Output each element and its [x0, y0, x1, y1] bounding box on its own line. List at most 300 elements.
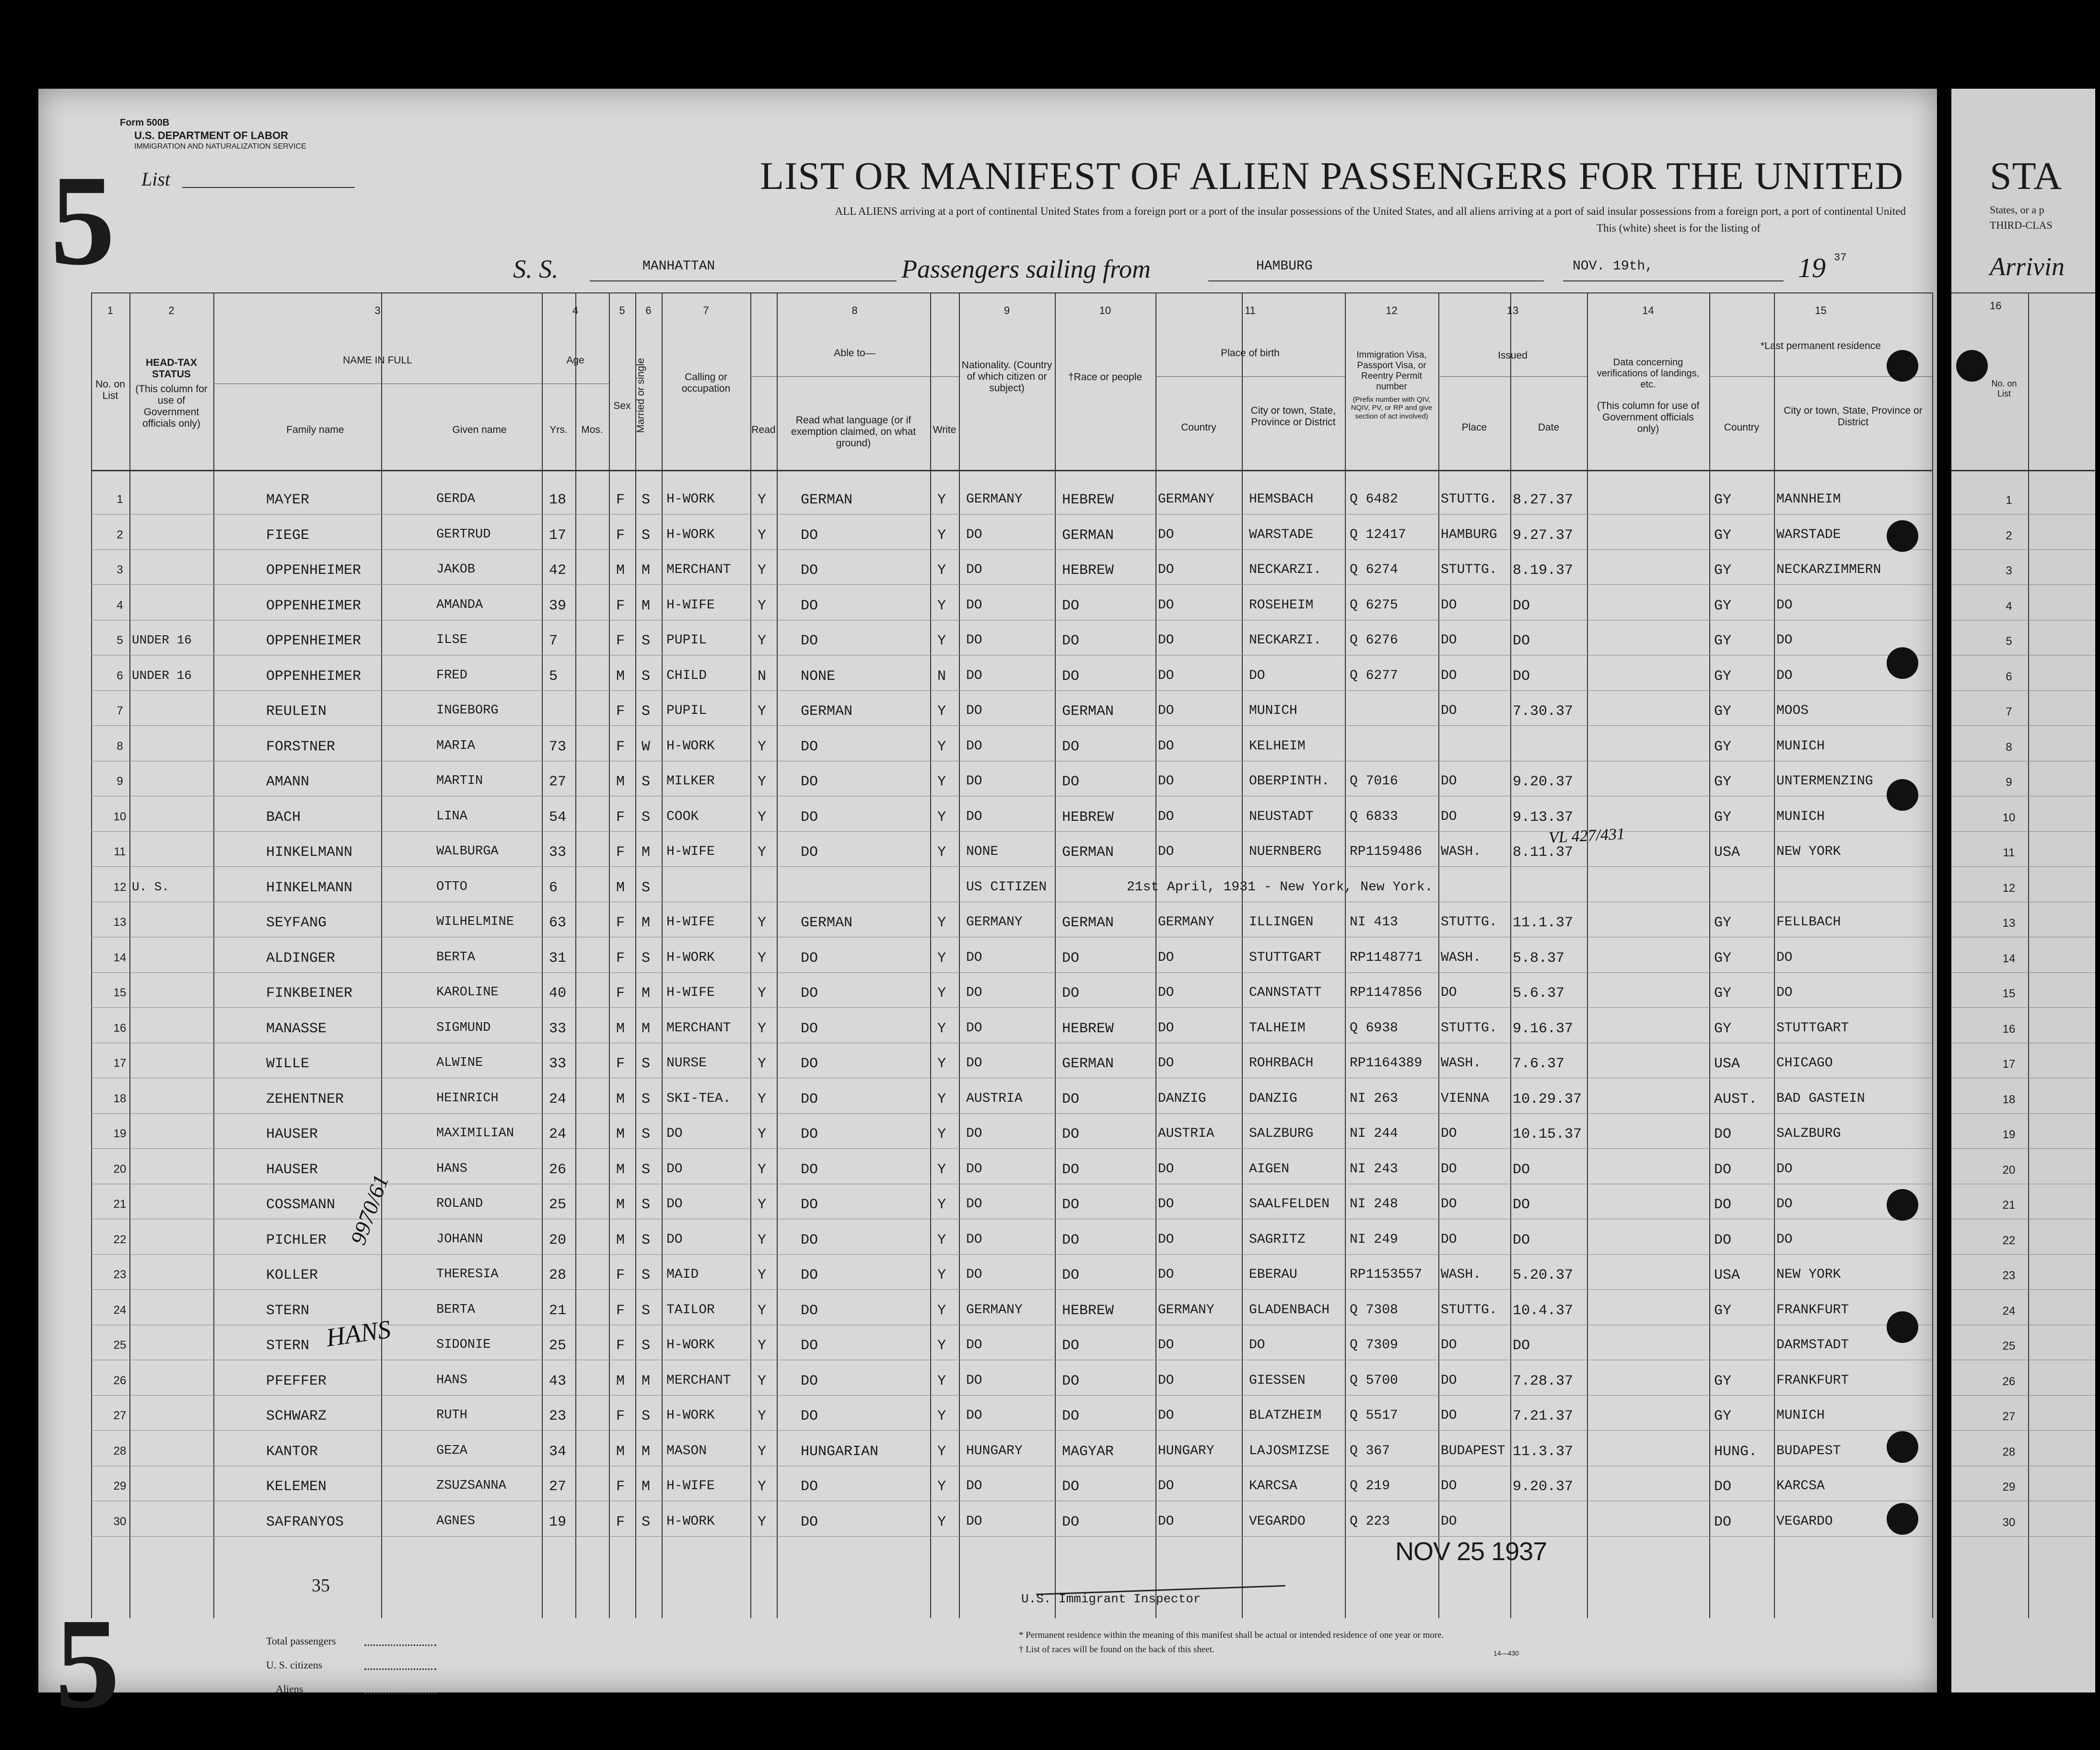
cell-given: GERTRUD — [436, 527, 491, 542]
cell-ms: M — [642, 915, 651, 931]
next-sheet-title: STA — [1990, 154, 2063, 198]
cell-date: 11.1.37 — [1513, 915, 1574, 931]
header-visa-note: (Prefix number with QIV, NQIV, PV, or RP and give section of act involved) — [1351, 396, 1433, 420]
cell-ms: S — [642, 879, 651, 896]
next-sheet-row-number: 2 — [2006, 529, 2012, 542]
cell-family: SAFRANYOS — [266, 1514, 344, 1530]
cell-country: DANZIG — [1158, 1091, 1206, 1106]
cell-date: DO — [1513, 1232, 1530, 1248]
cell-write: Y — [937, 1408, 946, 1424]
cell-place: HAMBURG — [1441, 527, 1497, 542]
cell-yrs: 25 — [549, 1197, 567, 1213]
cell-family: FINKBEINER — [266, 985, 353, 1002]
header-lr-country: Country — [1724, 422, 1760, 433]
col-number-11: 11 — [1245, 304, 1256, 316]
cell-lr-city: FELLBACH — [1776, 915, 1841, 930]
cell-date: 10.4.37 — [1513, 1302, 1574, 1319]
cell-sex: F — [616, 1338, 625, 1354]
header-lr-city: City or town, State, Province or District — [1784, 405, 1923, 428]
next-sheet-row-rule — [1951, 1395, 2095, 1396]
footnote-races: † List of races will be found on the back of this sheet. — [1019, 1645, 1214, 1655]
next-sheet-row-number: 10 — [2002, 811, 2016, 824]
cell-city: NEUSTADT — [1249, 809, 1314, 824]
cell-no: 21 — [113, 1198, 127, 1211]
cell-lr-city: KARCSA — [1776, 1479, 1825, 1493]
cell-lang: DO — [801, 985, 818, 1002]
cell-lr-city: DO — [1776, 668, 1793, 683]
cell-date: 10.15.37 — [1513, 1126, 1582, 1143]
cell-lr-city: MUNICH — [1776, 809, 1825, 824]
cell-given: LINA — [436, 809, 467, 824]
cell-read: Y — [758, 1373, 767, 1389]
header-sub-rule — [1155, 376, 1345, 377]
cell-sex: F — [616, 597, 625, 614]
cell-yrs: 39 — [549, 597, 567, 614]
cell-race: DO — [1062, 1267, 1080, 1283]
ship-name: MANHATTAN — [642, 259, 715, 274]
cell-read: Y — [758, 1479, 767, 1495]
row-rule — [91, 690, 1932, 691]
next-sheet-row-number: 26 — [2002, 1375, 2016, 1388]
cell-given: JAKOB — [436, 562, 476, 577]
cell-race: GERMAN — [1062, 527, 1114, 544]
cell-lang: GERMAN — [801, 703, 853, 720]
cell-given: GEZA — [436, 1443, 467, 1458]
cell-date: 7.6.37 — [1513, 1056, 1565, 1072]
cell-visa: Q 6277 — [1350, 668, 1398, 683]
cell-lr-country: GY — [1714, 915, 1732, 931]
cell-write: Y — [937, 1267, 946, 1283]
cell-lr-country: GY — [1714, 1020, 1732, 1037]
header-visa: Immigration Visa, Passport Visa, or Reentry Permit number — [1356, 350, 1427, 392]
list-underline — [182, 187, 355, 188]
cell-write: Y — [937, 950, 946, 967]
cell-nat: DO — [966, 1020, 982, 1036]
cell-calling: H-WORK — [666, 527, 715, 542]
row-rule — [91, 584, 1932, 585]
header-calling: Calling or occupation — [681, 372, 731, 395]
cell-lr-city: FRANKFURT — [1776, 1373, 1849, 1388]
col-divider — [1155, 292, 1156, 1618]
cell-lr-country: GY — [1714, 562, 1732, 579]
cell-family: KANTOR — [266, 1443, 318, 1460]
cell-lr-city: MUNICH — [1776, 738, 1825, 754]
date-underline — [1563, 280, 1784, 281]
col-divider — [930, 292, 931, 1618]
cell-lr-country: HUNG. — [1714, 1443, 1758, 1460]
cell-given: SIDONIE — [436, 1338, 491, 1352]
cell-race: HEBREW — [1062, 1302, 1114, 1319]
cell-sex: F — [616, 915, 625, 931]
next-sheet-row-number: 4 — [2006, 599, 2012, 613]
cell-country: DO — [1158, 844, 1174, 859]
cell-read: Y — [758, 527, 767, 544]
col-divider — [777, 292, 778, 1618]
header-read-language: Read what language (or if exemption claimed, on what ground) — [791, 415, 916, 449]
cell-family: SEYFANG — [266, 915, 327, 931]
cell-family: OPPENHEIMER — [266, 562, 362, 579]
cell-country: DO — [1158, 1232, 1174, 1247]
cell-family: PFEFFER — [266, 1373, 327, 1389]
cell-place: WASH. — [1441, 844, 1482, 859]
cell-nat: DO — [966, 668, 982, 683]
cell-place: DO — [1441, 1126, 1457, 1141]
cell-place: DO — [1441, 1514, 1457, 1529]
cell-read: Y — [758, 738, 767, 755]
cell-nat: DO — [966, 809, 982, 824]
us-citizens-dots — [364, 1668, 436, 1670]
inspector-signature — [1035, 1561, 1285, 1595]
cell-no: 13 — [113, 916, 127, 929]
cell-write: Y — [937, 527, 946, 544]
header-birth-country: Country — [1181, 422, 1216, 433]
reentry-note: VL 427/431 — [1548, 825, 1625, 847]
cell-write: Y — [937, 1126, 946, 1143]
cell-city: VEGARDO — [1249, 1514, 1306, 1529]
cell-lang: DO — [801, 1161, 818, 1178]
header-family-name: Family name — [286, 424, 344, 435]
cell-yrs: 20 — [549, 1232, 567, 1248]
cell-read: Y — [758, 597, 767, 614]
col-divider — [542, 292, 543, 1618]
cell-sex: F — [616, 703, 625, 720]
cell-family: STERN — [266, 1338, 310, 1354]
cell-lr-city: DO — [1776, 1232, 1793, 1247]
cell-date: 8.19.37 — [1513, 562, 1574, 579]
cell-lang: DO — [801, 1479, 818, 1495]
cell-nat: DO — [966, 1479, 982, 1493]
next-sheet-row-rule — [1951, 690, 2095, 691]
cell-lr-country: DO — [1714, 1479, 1732, 1495]
cell-lr-country: GY — [1714, 1373, 1732, 1389]
cell-ms: S — [642, 1267, 651, 1283]
cell-family: AMANN — [266, 774, 310, 790]
cell-given: MAXIMILIAN — [436, 1126, 514, 1141]
cell-nat: NONE — [966, 844, 999, 859]
cell-write: Y — [937, 915, 946, 931]
aliens-label: Aliens — [276, 1683, 303, 1695]
cell-city: TALHEIM — [1249, 1020, 1306, 1036]
cell-yrs: 31 — [549, 950, 567, 967]
cell-visa: Q 219 — [1350, 1479, 1390, 1493]
cell-city: GLADENBACH — [1249, 1302, 1330, 1318]
cell-no: 30 — [113, 1515, 127, 1528]
row-rule — [91, 1254, 1932, 1255]
cell-given: INGEBORG — [436, 703, 499, 718]
header-nationality: Nationality. (Country of which citizen or subject) — [961, 360, 1052, 394]
cell-visa: RP1147856 — [1350, 985, 1423, 1000]
cell-write: Y — [937, 1443, 946, 1460]
cell-date: DO — [1513, 1197, 1530, 1213]
cell-ms: S — [642, 1514, 651, 1530]
cell-date: DO — [1513, 597, 1530, 614]
next-sheet-row-number: 22 — [2002, 1234, 2016, 1247]
cell-lang: DO — [801, 527, 818, 544]
cell-lang: GERMAN — [801, 492, 853, 508]
cell-place: DO — [1441, 1197, 1457, 1212]
cell-lr-city: MANNHEIM — [1776, 492, 1841, 507]
cell-visa: Q 367 — [1350, 1443, 1390, 1458]
col-divider — [1587, 292, 1588, 1618]
cell-calling: MAID — [666, 1267, 699, 1282]
cell-place: STUTTG. — [1441, 492, 1497, 507]
cell-date: 7.28.37 — [1513, 1373, 1574, 1389]
cell-place: STUTTG. — [1441, 562, 1497, 577]
cell-lang: DO — [801, 1020, 818, 1037]
cell-race: GERMAN — [1062, 703, 1114, 720]
next-sheet-subtitle-1: States, or a p — [1990, 204, 2044, 216]
cell-calling: DO — [666, 1232, 683, 1247]
cell-no: 18 — [113, 1092, 127, 1105]
header-married: Married or single — [635, 358, 646, 433]
binder-hole — [1887, 1311, 1918, 1343]
cell-family: STERN — [266, 1302, 310, 1319]
port-underline — [1208, 280, 1544, 281]
cell-lr-city: VEGARDO — [1776, 1514, 1833, 1529]
cell-country: DO — [1158, 1267, 1174, 1282]
cell-date: DO — [1513, 1338, 1530, 1354]
cell-given: WILHELMINE — [436, 915, 514, 929]
cell-read: Y — [758, 1091, 767, 1108]
header-issued: Issued — [1498, 350, 1528, 361]
next-sheet-row-number: 8 — [2006, 740, 2012, 754]
cell-city: STUTTGART — [1249, 950, 1322, 965]
cell-visa: Q 7016 — [1350, 774, 1398, 789]
cell-no: 17 — [113, 1057, 127, 1070]
cell-lang: DO — [801, 1197, 818, 1213]
cell-nat: DO — [966, 1267, 982, 1282]
cell-date: 7.21.37 — [1513, 1408, 1574, 1424]
cell-ms: M — [642, 1479, 651, 1495]
binder-hole — [1956, 350, 1988, 382]
cell-nat: DO — [966, 1056, 982, 1071]
cell-lr-country: GY — [1714, 492, 1732, 508]
cell-nat: DO — [966, 703, 982, 718]
cell-read: Y — [758, 1126, 767, 1143]
manifest-title: LIST OR MANIFEST OF ALIEN PASSENGERS FOR THE UNITED — [760, 154, 1904, 198]
cell-place: STUTTG. — [1441, 1020, 1497, 1036]
cell-nat: US CITIZEN — [966, 879, 1047, 895]
next-sheet-row-rule — [1951, 1113, 2095, 1114]
ship-underline — [590, 280, 897, 281]
next-sheet-row-rule — [1951, 831, 2095, 832]
cell-family: OPPENHEIMER — [266, 633, 362, 649]
cell-given: ROLAND — [436, 1197, 483, 1211]
cell-country: DO — [1158, 950, 1174, 965]
cell-tax: UNDER 16 — [132, 668, 192, 683]
cell-sex: F — [616, 1302, 625, 1319]
col-divider — [1774, 292, 1775, 1618]
cell-visa: NI 248 — [1350, 1197, 1398, 1212]
cell-yrs: 25 — [549, 1338, 567, 1354]
cell-visa: NI 413 — [1350, 915, 1398, 930]
cell-visa: RP1159486 — [1350, 844, 1423, 859]
cell-place: DO — [1441, 1408, 1457, 1423]
cell-visa: Q 223 — [1350, 1514, 1390, 1529]
row-rule — [91, 866, 1932, 867]
cell-read: Y — [758, 1232, 767, 1248]
col-number-5: 5 — [619, 304, 625, 316]
cell-read: Y — [758, 809, 767, 826]
cell-nat: DO — [966, 1514, 982, 1529]
cell-read: Y — [758, 633, 767, 649]
cell-yrs: 33 — [549, 1056, 567, 1072]
cell-country: DO — [1158, 738, 1174, 754]
cell-race: DO — [1062, 1408, 1080, 1424]
cell-lang: DO — [801, 844, 818, 861]
cell-lang: DO — [801, 1408, 818, 1424]
cell-race: GERMAN — [1062, 1056, 1114, 1072]
cell-lang: HUNGARIAN — [801, 1443, 879, 1460]
cell-country: DO — [1158, 633, 1174, 648]
cell-lang: DO — [801, 633, 818, 649]
cell-race: HEBREW — [1062, 492, 1114, 508]
cell-read: Y — [758, 1302, 767, 1319]
cell-write: Y — [937, 1197, 946, 1213]
cell-read: Y — [758, 562, 767, 579]
next-sheet-rule — [1951, 470, 2095, 471]
cell-calling: H-WORK — [666, 492, 715, 507]
cell-lang: DO — [801, 562, 818, 579]
binder-hole — [1887, 350, 1918, 382]
cell-city: HEMSBACH — [1249, 492, 1314, 507]
cell-write: Y — [937, 562, 946, 579]
cell-lr-city: MUNICH — [1776, 1408, 1825, 1423]
cell-given: AMANDA — [436, 597, 483, 612]
cell-calling: TAILOR — [666, 1302, 715, 1318]
next-sheet-divider — [2028, 292, 2029, 1618]
cell-lang: DO — [801, 1091, 818, 1108]
header-place-of-birth: Place of birth — [1221, 348, 1280, 359]
cell-nat: DO — [966, 950, 982, 965]
cell-visa: Q 7308 — [1350, 1302, 1398, 1318]
next-sheet-row-number: 9 — [2006, 776, 2012, 789]
cell-lr-country: AUST. — [1714, 1091, 1758, 1108]
cell-country: DO — [1158, 1056, 1174, 1071]
cell-sex: M — [616, 1091, 625, 1108]
cell-ms: S — [642, 633, 651, 649]
cell-sex: F — [616, 950, 625, 967]
col-divider — [91, 292, 92, 1618]
cell-write: Y — [937, 1338, 946, 1354]
header-issued-place: Place — [1461, 422, 1487, 433]
header-given-name: Given name — [452, 424, 507, 435]
cell-write: Y — [937, 1373, 946, 1389]
cell-sex: F — [616, 738, 625, 755]
cell-sex: F — [616, 809, 625, 826]
cell-visa: Q 5517 — [1350, 1408, 1398, 1423]
header-name-in-full: NAME IN FULL — [343, 355, 412, 366]
cell-lr-country: GY — [1714, 597, 1732, 614]
col-divider — [1345, 292, 1346, 1618]
cell-lr-country: GY — [1714, 1302, 1732, 1319]
next-sheet-row-number: 17 — [2002, 1058, 2016, 1071]
cell-family: HINKELMANN — [266, 844, 353, 861]
cell-visa: RP1148771 — [1350, 950, 1423, 965]
col-divider — [1932, 292, 1933, 1618]
col-number-6: 6 — [645, 304, 652, 316]
cell-lr-country: DO — [1714, 1514, 1732, 1530]
cell-date: 9.27.37 — [1513, 527, 1574, 544]
cell-given: BERTA — [436, 1302, 476, 1317]
cell-no: 22 — [113, 1233, 127, 1246]
list-number-top: 5 — [50, 149, 115, 292]
cell-yrs: 7 — [549, 633, 558, 649]
aliens-dots — [364, 1692, 436, 1694]
col-divider — [1242, 292, 1243, 1618]
cell-no: 5 — [117, 634, 123, 647]
cell-calling: MERCHANT — [666, 1373, 731, 1388]
cell-given: JOHANN — [436, 1232, 483, 1247]
cell-yrs: 26 — [549, 1161, 567, 1178]
cell-race: DO — [1062, 1126, 1080, 1143]
cell-family: BACH — [266, 809, 301, 826]
cell-ms: S — [642, 1197, 651, 1213]
cell-nat: DO — [966, 1373, 982, 1388]
col-divider — [1510, 292, 1511, 1618]
cell-lr-city: UNTERMENZING — [1776, 774, 1873, 789]
col-number-8: 8 — [852, 304, 858, 316]
cell-given: ILSE — [436, 633, 467, 647]
row-rule — [91, 1007, 1932, 1008]
next-sheet-row-number: 1 — [2006, 494, 2012, 507]
cell-race: DO — [1062, 774, 1080, 790]
cell-family: ZEHENTNER — [266, 1091, 344, 1108]
cell-no: 9 — [117, 775, 123, 788]
cell-sex: F — [616, 1479, 625, 1495]
next-sheet-row-number: 20 — [2002, 1163, 2016, 1177]
cell-lr-country: DO — [1714, 1126, 1732, 1143]
cell-nat: DO — [966, 1232, 982, 1247]
cell-calling: MASON — [666, 1443, 707, 1458]
cell-lr-city: MOOS — [1776, 703, 1809, 718]
cell-city: NECKARZI. — [1249, 633, 1322, 648]
next-sheet-row-number: 16 — [2002, 1022, 2016, 1036]
next-sheet-col16: 16 — [1990, 300, 2002, 312]
cell-read: Y — [758, 1514, 767, 1530]
cell-lr-country: GY — [1714, 985, 1732, 1002]
cell-country: DO — [1158, 1514, 1174, 1529]
cell-yrs: 63 — [549, 915, 567, 931]
cell-country: DO — [1158, 1161, 1174, 1177]
next-sheet-row-number: 14 — [2002, 952, 2016, 965]
col-divider — [213, 292, 214, 1618]
cell-sex: M — [616, 879, 625, 896]
cell-ms: S — [642, 1302, 651, 1319]
ss-label: S. S. — [513, 255, 559, 283]
cell-date: 9.20.37 — [1513, 774, 1574, 790]
next-sheet-row-number: 12 — [2002, 881, 2016, 895]
cell-lang: DO — [801, 1056, 818, 1072]
cell-no: 11 — [114, 845, 126, 858]
cell-race: DO — [1062, 633, 1080, 649]
col-number-9: 9 — [1003, 304, 1010, 316]
col-divider — [609, 292, 610, 1618]
cell-lr-country: GY — [1714, 633, 1732, 649]
header-head-tax-note: (This column for use of Government officials only) — [135, 384, 208, 430]
cell-race: DO — [1062, 1479, 1080, 1495]
cell-date: 8.27.37 — [1513, 492, 1574, 508]
cell-nat: DO — [966, 597, 982, 613]
header-sub-rule — [750, 376, 959, 377]
cell-visa: Q 6276 — [1350, 633, 1398, 648]
cell-sex: M — [616, 1232, 625, 1248]
page-count: 35 — [312, 1575, 330, 1596]
cell-calling: COOK — [666, 809, 699, 824]
cell-lang: DO — [801, 1338, 818, 1354]
cell-calling: H-WORK — [666, 1338, 715, 1353]
cell-country: DO — [1158, 1479, 1174, 1493]
